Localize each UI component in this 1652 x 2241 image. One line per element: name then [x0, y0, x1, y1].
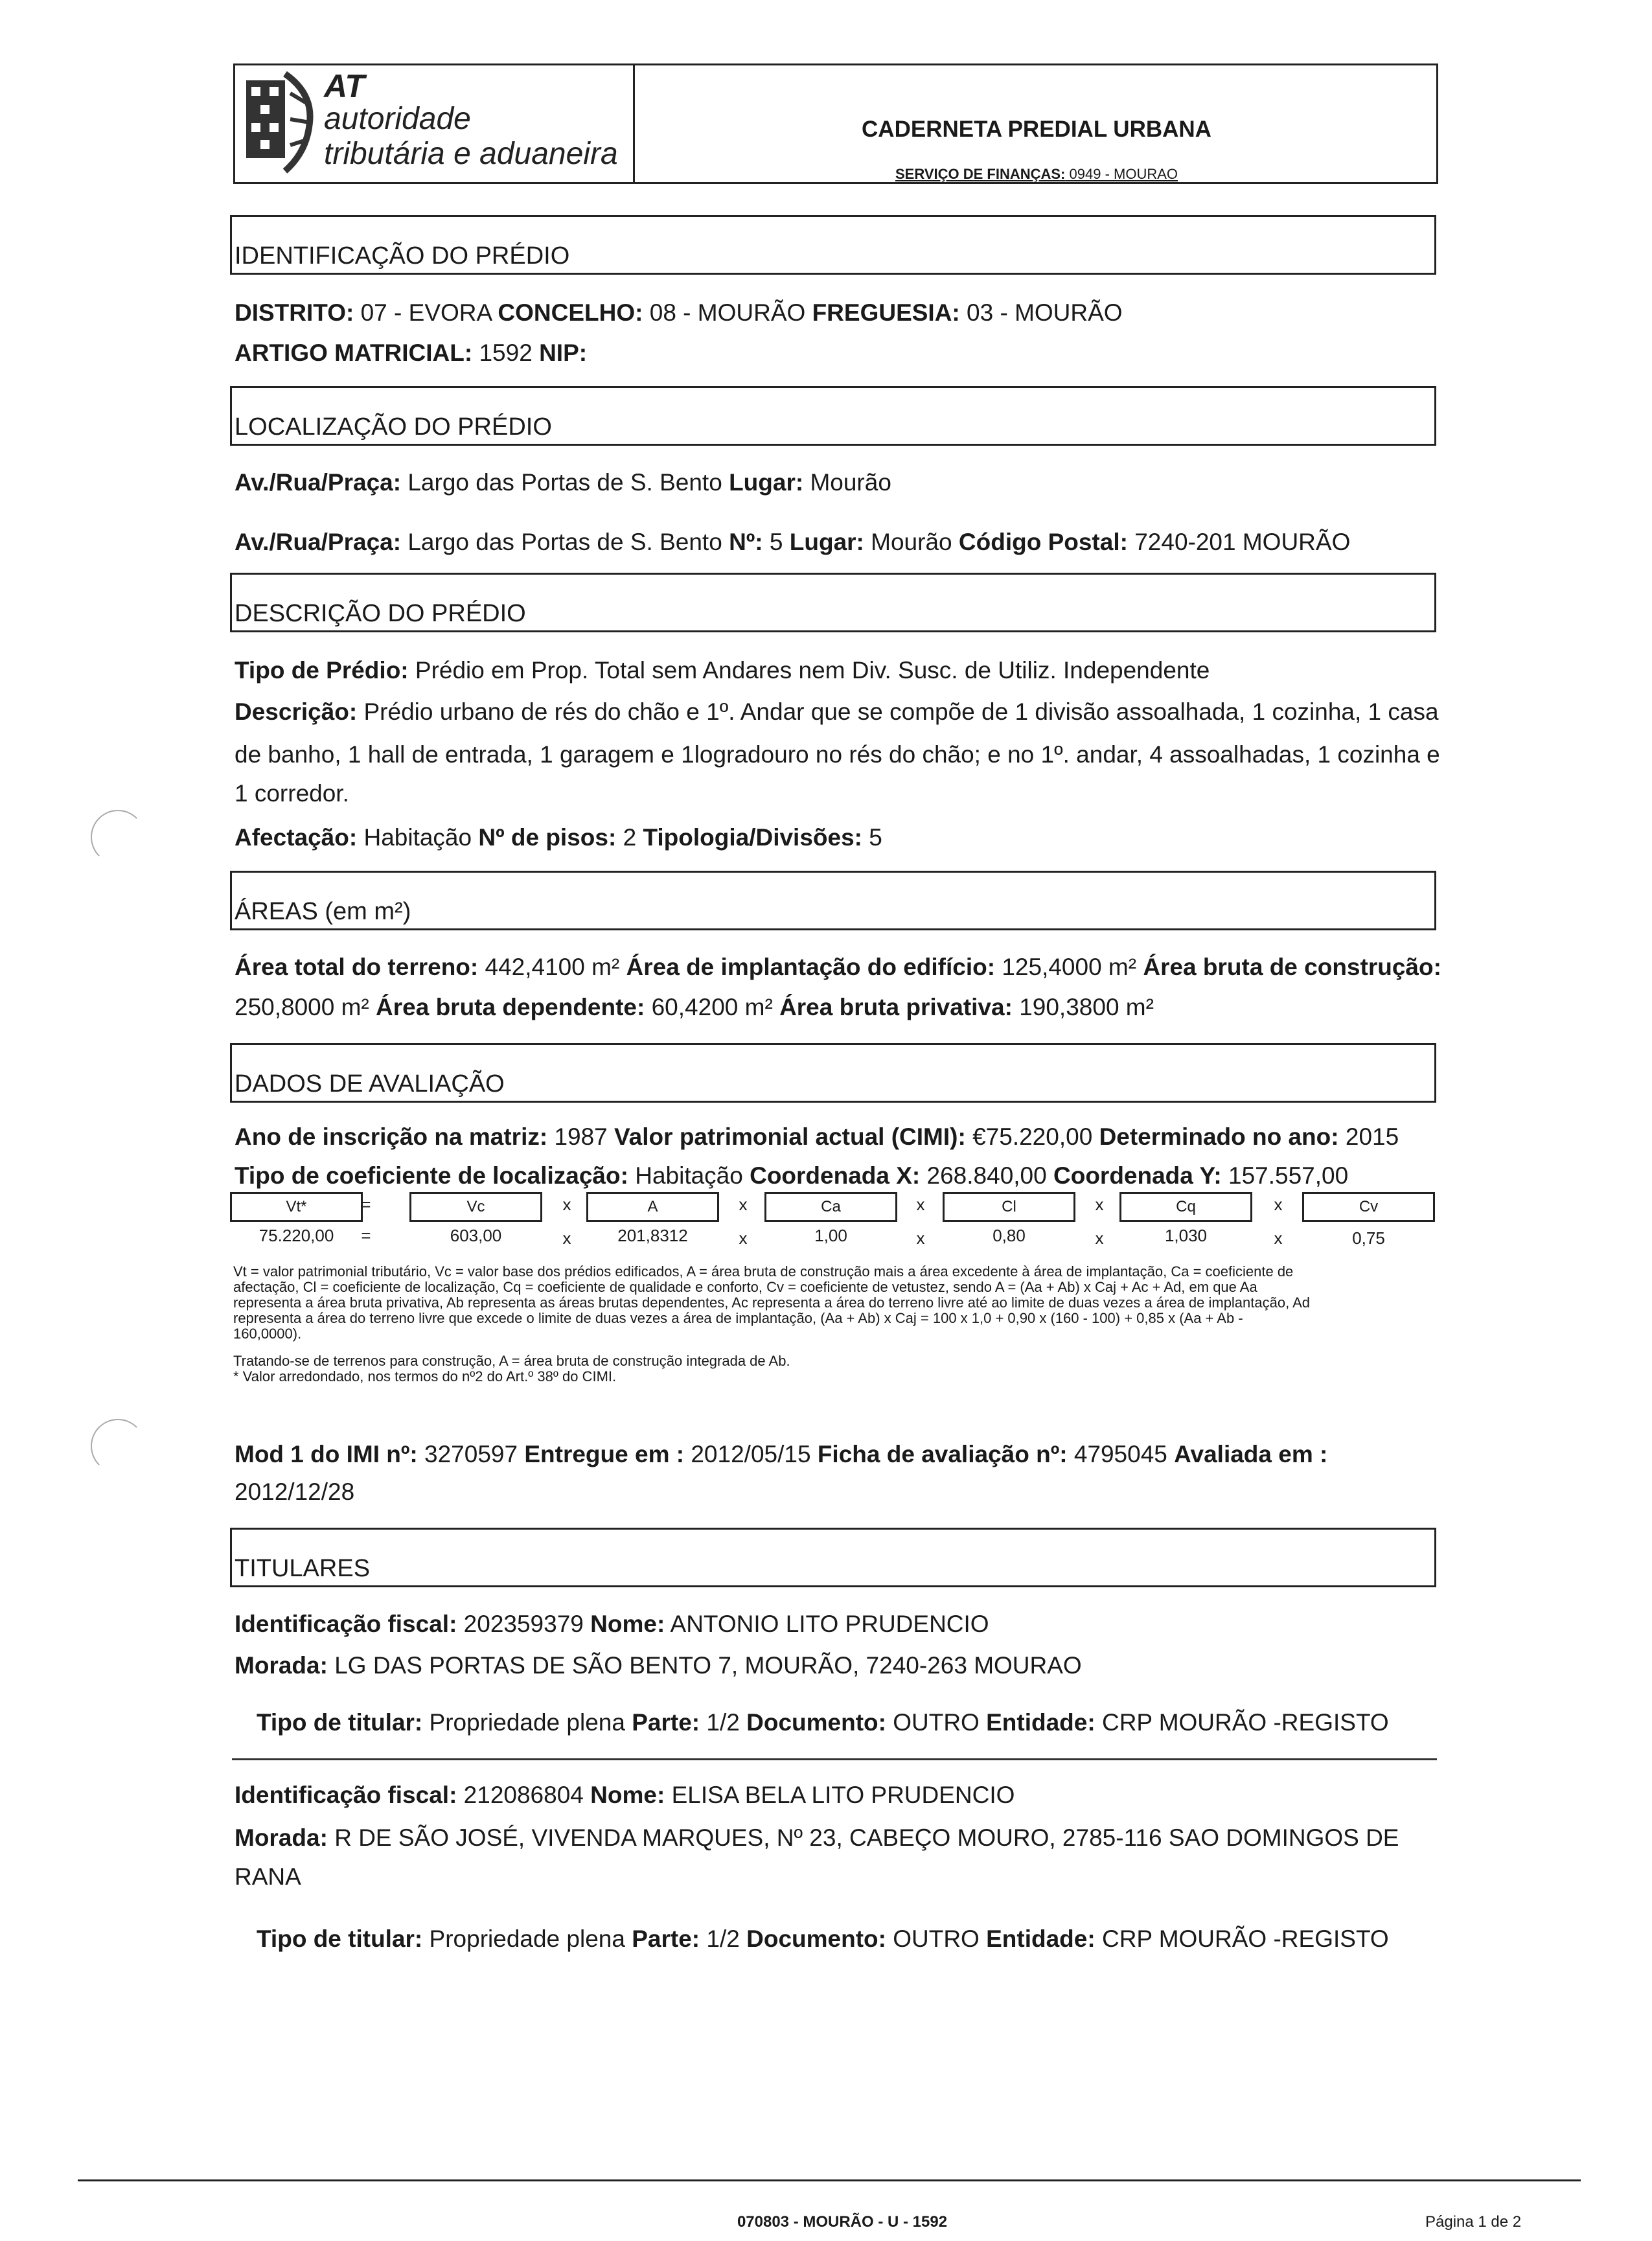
artigo-label: ARTIGO MATRICIAL: — [235, 339, 473, 366]
parte-label: Parte: — [632, 1709, 700, 1736]
formula-note-7: * Valor arredondado, nos termos do nº2 do Art.º 38º do CIMI. — [233, 1368, 617, 1385]
avaliacao-line1 — [235, 1125, 1399, 1149]
entidade-value: CRP MOURÃO -REGISTO — [1101, 1925, 1389, 1952]
ficha-label: Ficha de avaliação nº: — [817, 1441, 1068, 1467]
determinado-value: 2015 — [1345, 1123, 1399, 1150]
areas-line2 — [235, 995, 1154, 1019]
area-privativa-value: 190,3800 m² — [1019, 994, 1154, 1020]
footer-rule — [78, 2179, 1581, 2181]
coordenada-x-value: 268.840,00 — [926, 1162, 1047, 1189]
nif-label: Identificação fiscal: — [235, 1611, 457, 1637]
ano-inscricao-label: Ano de inscrição na matriz: — [235, 1123, 548, 1150]
titular-1-tipo-line — [257, 1710, 1389, 1734]
ficha-value: 4795045 — [1073, 1441, 1167, 1467]
formula-op-x: x — [1274, 1195, 1283, 1214]
formula-note-3: representa a área bruta privativa, Ab representa as áreas brutas dependentes, Ac representa a área do terreno livre até ao limite de duas vezes a área de implantação, Ad — [233, 1294, 1311, 1311]
coordenada-y-label: Coordenada Y: — [1053, 1162, 1222, 1189]
avaliacao-line2 — [235, 1164, 1348, 1188]
coeficiente-label: Tipo de coeficiente de localização: — [235, 1162, 628, 1189]
logo-line2: tributária e aduaneira — [324, 137, 618, 171]
rua-label: Av./Rua/Praça: — [235, 469, 402, 496]
area-dependente-label: Área bruta dependente: — [376, 994, 645, 1020]
entregue-label: Entregue em : — [524, 1441, 685, 1467]
at-emblem-icon — [245, 67, 316, 178]
distrito-label: DISTRITO: — [235, 299, 354, 326]
section-descricao — [230, 573, 1436, 632]
area-implantacao-value: 125,4000 m² — [1002, 954, 1137, 980]
formula-value-vt: 75.220,00 — [258, 1226, 334, 1245]
morada-label: Morada: — [235, 1824, 328, 1851]
rua-value: Largo das Portas de S. Bento — [407, 529, 722, 555]
area-terreno-value: 442,4100 m² — [485, 954, 620, 980]
nome-value: ELISA BELA LITO PRUDENCIO — [671, 1782, 1015, 1808]
formula-header-a: A — [586, 1192, 719, 1222]
section-identificacao — [230, 215, 1436, 275]
valor-patrimonial-value: €75.220,00 — [972, 1123, 1093, 1150]
mod-imi-line — [235, 1442, 1327, 1466]
afectacao-label: Afectação: — [235, 824, 358, 851]
codigo-postal-label: Código Postal: — [958, 529, 1128, 555]
formula-op-x: x — [916, 1228, 925, 1248]
formula-note-2: afectação, Cl = coeficiente de localização, Cq = coeficiente de qualidade e conforto, Cv = coeficiente de vetustez, sendo A = (Aa + Ab) x Caj + Ac + Ad, em que Aa — [233, 1279, 1257, 1295]
formula-op-x: x — [739, 1195, 748, 1214]
punch-hole-top — [91, 810, 145, 864]
parte-value: 1/2 — [706, 1709, 740, 1736]
formula-header-cq: Cq — [1119, 1192, 1252, 1222]
formula-note-4: representa a área do terreno livre que excede o limite de duas vezes a área de implantação, (Aa + Ab) x Caj = 100 x 1,0 + 0,90 x (160 - 100) + 0,85 x (Aa + Ab - — [233, 1310, 1243, 1326]
descricao-line3: 1 corredor. — [235, 780, 349, 807]
documento-value: OUTRO — [893, 1925, 980, 1952]
titular-1-morada-line — [235, 1653, 1082, 1677]
nome-label: Nome: — [590, 1611, 665, 1637]
titular-1-nif-line — [235, 1612, 989, 1636]
nif-value: 212086804 — [463, 1782, 584, 1808]
footer-code: 070803 - MOURÃO - U - 1592 — [737, 2213, 948, 2231]
titular-separator — [232, 1758, 1437, 1760]
coordenada-x-label: Coordenada X: — [750, 1162, 921, 1189]
area-bruta-label: Área bruta de construção: — [1143, 954, 1441, 980]
titular-2-morada-line2: RANA — [235, 1863, 301, 1890]
entidade-value: CRP MOURÃO -REGISTO — [1101, 1709, 1389, 1736]
nome-value: ANTONIO LITO PRUDENCIO — [670, 1611, 989, 1637]
formula-op-x: x — [916, 1195, 925, 1214]
formula-value-cv: 0,75 — [1352, 1228, 1385, 1248]
mod-imi-value: 3270597 — [424, 1441, 518, 1467]
concelho-label: CONCELHO: — [498, 299, 643, 326]
formula-op-eq: = — [361, 1195, 371, 1214]
section-avaliacao — [230, 1043, 1436, 1103]
tipo-titular-label: Tipo de titular: — [257, 1925, 423, 1952]
formula-header-vt: Vt* — [230, 1192, 363, 1222]
area-dependente-value: 60,4200 m² — [651, 994, 773, 1020]
formula-header-cl: Cl — [943, 1192, 1075, 1222]
section-localizacao — [230, 386, 1436, 446]
descricao-line2: de banho, 1 hall de entrada, 1 garagem e 1logradouro no rés do chão; e no 1º. andar, 4 assoalhadas, 1 cozinha e — [235, 741, 1440, 768]
localizacao-line2 — [235, 530, 1350, 554]
tipologia-value: 5 — [869, 824, 882, 851]
tipo-predio-value: Prédio em Prop. Total sem Andares nem Div. Susc. de Utiliz. Independente — [415, 657, 1210, 684]
pisos-value: 2 — [623, 824, 637, 851]
distrito-line — [235, 301, 1123, 325]
rua-value: Largo das Portas de S. Bento — [407, 469, 722, 496]
documento-label: Documento: — [746, 1709, 886, 1736]
section-heading: TITULARES — [235, 1555, 371, 1582]
tipo-titular-label: Tipo de titular: — [257, 1709, 423, 1736]
formula-op-x: x — [739, 1228, 748, 1248]
footer-page-number: Página 1 de 2 — [1425, 2213, 1522, 2231]
punch-hole-bottom — [91, 1419, 145, 1473]
entidade-label: Entidade: — [986, 1709, 1096, 1736]
lugar-label: Lugar: — [789, 529, 864, 555]
section-heading: IDENTIFICAÇÃO DO PRÉDIO — [235, 242, 570, 270]
header-divider — [633, 63, 635, 184]
area-terreno-label: Área total do terreno: — [235, 954, 479, 980]
coeficiente-value: Habitação — [635, 1162, 743, 1189]
nip-label: NIP: — [539, 339, 588, 366]
formula-op-x: x — [1095, 1228, 1104, 1248]
service-line — [713, 166, 1360, 183]
artigo-line — [235, 341, 587, 365]
codigo-postal-value: 7240-201 MOURÃO — [1134, 529, 1351, 555]
avaliada-label: Avaliada em : — [1174, 1441, 1328, 1467]
titular-2-nif-line — [235, 1783, 1015, 1807]
descricao-label: Descrição: — [235, 698, 358, 725]
rua-label: Av./Rua/Praça: — [235, 529, 402, 555]
freguesia-value: 03 - MOURÃO — [967, 299, 1123, 326]
localizacao-line1 — [235, 470, 891, 494]
formula-value-vc: 603,00 — [450, 1226, 502, 1245]
tipologia-label: Tipologia/Divisões: — [643, 824, 862, 851]
numero-label: Nº: — [729, 529, 763, 555]
documento-value: OUTRO — [893, 1709, 980, 1736]
afectacao-line — [235, 825, 882, 849]
section-areas — [230, 871, 1436, 930]
formula-op-x: x — [562, 1228, 571, 1248]
formula-value-cl: 0,80 — [992, 1226, 1026, 1245]
determinado-label: Determinado no ano: — [1099, 1123, 1339, 1150]
descricao-line1 — [235, 700, 1439, 724]
tipo-titular-value: Propriedade plena — [429, 1925, 625, 1952]
artigo-value: 1592 — [479, 339, 533, 366]
section-heading: ÁREAS (em m²) — [235, 898, 411, 925]
logo-at-text: AT — [324, 68, 365, 104]
logo-line1: autoridade — [324, 102, 471, 136]
entidade-label: Entidade: — [986, 1925, 1096, 1952]
tipo-predio-label: Tipo de Prédio: — [235, 657, 409, 684]
area-bruta-value: 250,8000 m² — [235, 994, 369, 1020]
formula-note-5: 160,0000). — [233, 1326, 302, 1342]
parte-value: 1/2 — [706, 1925, 740, 1952]
numero-value: 5 — [769, 529, 783, 555]
descricao-text: Prédio urbano de rés do chão e 1º. Andar que se compõe de 1 divisão assoalhada, 1 cozinha, 1 casa — [363, 698, 1439, 725]
formula-value-ca: 1,00 — [814, 1226, 847, 1245]
lugar-value: Mourão — [871, 529, 952, 555]
formula-op-x: x — [562, 1195, 571, 1214]
morada-value: R DE SÃO JOSÉ, VIVENDA MARQUES, Nº 23, CABEÇO MOURO, 2785-116 SAO DOMINGOS DE — [334, 1824, 1399, 1851]
tipo-titular-value: Propriedade plena — [429, 1709, 625, 1736]
formula-op-x: x — [1095, 1195, 1104, 1214]
service-label: SERVIÇO DE FINANÇAS: — [895, 166, 1066, 182]
morada-value: LG DAS PORTAS DE SÃO BENTO 7, MOURÃO, 7240-263 MOURAO — [334, 1652, 1082, 1679]
section-heading: LOCALIZAÇÃO DO PRÉDIO — [235, 413, 552, 441]
titular-2-morada-line — [235, 1826, 1399, 1850]
section-heading: DESCRIÇÃO DO PRÉDIO — [235, 600, 526, 627]
parte-label: Parte: — [632, 1925, 700, 1952]
lugar-value: Mourão — [810, 469, 891, 496]
nif-value: 202359379 — [463, 1611, 584, 1637]
lugar-label: Lugar: — [729, 469, 804, 496]
coordenada-y-value: 157.557,00 — [1228, 1162, 1349, 1189]
entregue-value: 2012/05/15 — [691, 1441, 811, 1467]
document-title: CADERNETA PREDIAL URBANA — [862, 117, 1211, 142]
formula-note-1: Vt = valor patrimonial tributário, Vc = valor base dos prédios edificados, A = área bruta de construção mais a área excedente à área de implantação, Ca = coeficiente de — [233, 1263, 1294, 1280]
formula-header-cv: Cv — [1302, 1192, 1435, 1222]
morada-label: Morada: — [235, 1652, 328, 1679]
titular-2-tipo-line — [257, 1927, 1389, 1951]
area-privativa-label: Área bruta privativa: — [779, 994, 1013, 1020]
documento-label: Documento: — [746, 1925, 886, 1952]
concelho-value: 08 - MOURÃO — [649, 299, 806, 326]
afectacao-value: Habitação — [363, 824, 472, 851]
nif-label: Identificação fiscal: — [235, 1782, 457, 1808]
pisos-label: Nº de pisos: — [478, 824, 617, 851]
service-value: 0949 - MOURAO — [1069, 166, 1178, 182]
formula-note-6: Tratando-se de terrenos para construção, A = área bruta de construção integrada de Ab. — [233, 1353, 790, 1369]
section-titulares — [230, 1528, 1436, 1587]
section-heading: DADOS DE AVALIAÇÃO — [235, 1070, 505, 1098]
distrito-value: 07 - EVORA — [360, 299, 492, 326]
avaliada-value: 2012/12/28 — [235, 1478, 355, 1505]
nome-label: Nome: — [590, 1782, 665, 1808]
ano-inscricao-value: 1987 — [554, 1123, 608, 1150]
area-implantacao-label: Área de implantação do edifício: — [626, 954, 996, 980]
formula-op-eq: = — [361, 1226, 371, 1245]
formula-header-ca: Ca — [764, 1192, 897, 1222]
formula-value-cq: 1,030 — [1164, 1226, 1208, 1245]
formula-header-vc: Vc — [409, 1192, 542, 1222]
formula-value-a: 201,8312 — [617, 1226, 688, 1245]
freguesia-label: FREGUESIA: — [812, 299, 960, 326]
valor-patrimonial-label: Valor patrimonial actual (CIMI): — [614, 1123, 966, 1150]
mod-imi-label: Mod 1 do IMI nº: — [235, 1441, 418, 1467]
tipo-predio-line — [235, 658, 1210, 682]
areas-line1 — [235, 955, 1441, 979]
formula-op-x: x — [1274, 1228, 1283, 1248]
